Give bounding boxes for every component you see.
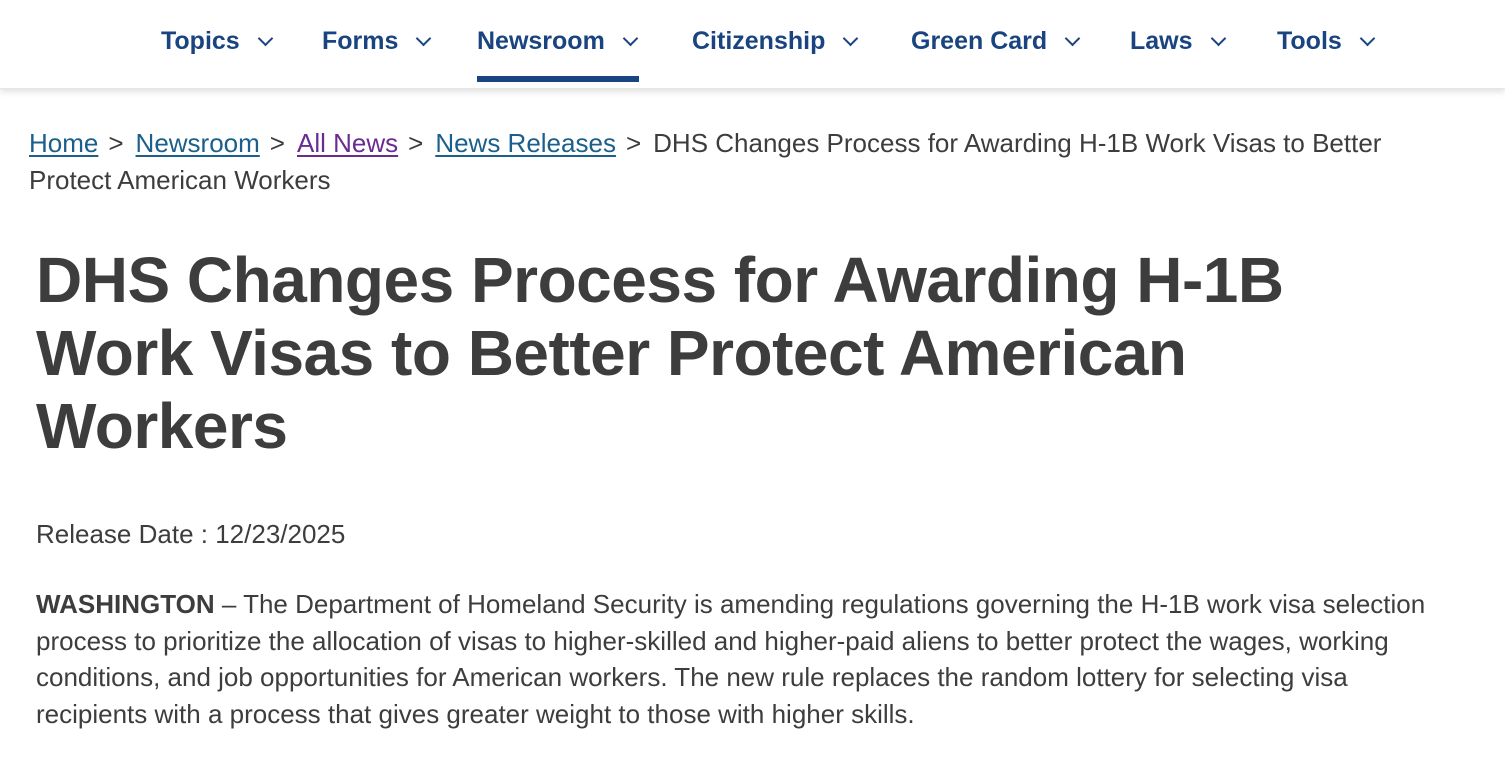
nav-item-label: Tools	[1277, 26, 1342, 55]
article-paragraph	[36, 586, 1436, 732]
nav-item-label: Laws	[1130, 26, 1193, 55]
top-navigation	[0, 0, 1505, 89]
nav-item-label: Newsroom	[477, 26, 605, 55]
nav-item-forms[interactable]	[322, 0, 429, 82]
chevron-down-icon	[1210, 30, 1226, 46]
nav-item-citizenship[interactable]	[692, 0, 856, 82]
nav-item-label: Citizenship	[692, 26, 826, 55]
breadcrumb-separator: >	[625, 128, 642, 158]
article-paragraph-text: – The Department of Homeland Security is amending regulations governing the H-1B work visa selection process to prioritize the allocation of visas to higher-skilled and higher-paid aliens to better protect the wages, working conditions, and job opportunities for American workers. The new rule replaces the random lottery for selecting visa recipients with a process that gives greater weight to those with higher skills.	[36, 589, 1426, 729]
chevron-down-icon	[1065, 30, 1081, 46]
breadcrumb-separator: >	[108, 128, 124, 158]
chevron-down-icon	[416, 30, 432, 46]
breadcrumb-link-news-releases[interactable]: News Releases	[435, 128, 616, 158]
page-title: DHS Changes Process for Awarding H-1B Work Visas to Better Protect American Workers	[36, 244, 1284, 462]
nav-item-label: Green Card	[911, 26, 1048, 55]
breadcrumb-separator: >	[269, 128, 285, 158]
breadcrumb-link-home[interactable]: Home	[29, 128, 99, 158]
article-dateline: WASHINGTON	[36, 589, 215, 619]
nav-item-newsroom[interactable]	[477, 0, 639, 82]
release-date-value: 12/23/2025	[215, 519, 346, 549]
nav-item-green-card[interactable]	[911, 0, 1078, 82]
chevron-down-icon	[623, 30, 639, 46]
breadcrumb-current: DHS Changes Process for Awarding H-1B Work Visas to Better Protect American Workers	[29, 128, 1382, 195]
nav-item-topics[interactable]	[161, 0, 271, 82]
release-date-label: Release Date :	[36, 519, 208, 549]
nav-item-label: Forms	[322, 26, 399, 55]
breadcrumb-separator: >	[408, 128, 424, 158]
nav-item-tools[interactable]	[1277, 0, 1373, 82]
chevron-down-icon	[257, 30, 273, 46]
chevron-down-icon	[843, 30, 859, 46]
release-date	[36, 519, 345, 550]
breadcrumb-link-newsroom[interactable]: Newsroom	[135, 128, 260, 158]
nav-item-label: Topics	[161, 26, 240, 55]
chevron-down-icon	[1360, 30, 1376, 46]
breadcrumb	[29, 125, 1449, 199]
nav-item-laws[interactable]	[1130, 0, 1224, 82]
breadcrumb-link-all-news[interactable]: All News	[296, 128, 399, 158]
